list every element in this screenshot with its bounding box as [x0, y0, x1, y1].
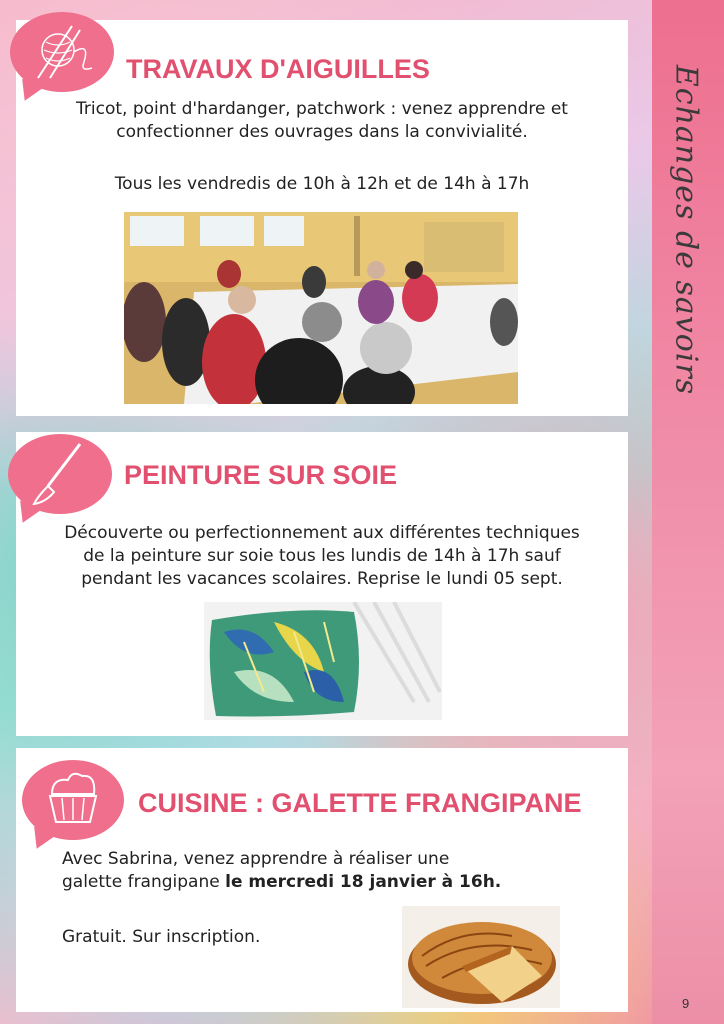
cupcake-icon: [22, 760, 124, 840]
silk-cushion-photo: [204, 602, 442, 720]
galette-photo: [402, 906, 560, 1008]
sidebar-title: Echanges de savoirs: [668, 64, 704, 396]
schedule-text: Tous les vendredis de 10h à 12h et de 14h à 17h: [114, 174, 530, 194]
section-title: CUISINE : GALETTE FRANGIPANE: [138, 788, 582, 818]
section-title: PEINTURE SUR SOIE: [124, 460, 398, 490]
workshop-photo: [124, 212, 518, 404]
description-line: Avec Sabrina, venez apprendre à réaliser une: [62, 849, 450, 869]
section-travaux-aiguilles: [16, 20, 628, 416]
description-line: pendant les vacances scolaires. Reprise le lundi 05 sept.: [81, 569, 563, 589]
description-line: confectionner des ouvrages dans la convivialité.: [116, 122, 528, 142]
section-title: TRAVAUX D'AIGUILLES: [126, 54, 430, 84]
date-highlight: le mercredi 18 janvier à 16h.: [225, 872, 502, 892]
section-description: [16, 98, 628, 144]
section-cuisine: [16, 748, 628, 1012]
description-line: Découverte ou perfectionnement aux différentes techniques: [64, 523, 580, 543]
description-line: Tricot, point d'hardanger, patchwork : venez apprendre et: [76, 99, 568, 119]
section-description: [16, 522, 628, 591]
description-text: galette frangipane: [62, 872, 226, 892]
section-description: [62, 848, 582, 894]
description-line: de la peinture sur soie tous les lundis de 14h à 17h sauf: [83, 546, 561, 566]
registration-note: Gratuit. Sur inscription.: [62, 927, 261, 947]
description-line: [62, 871, 582, 894]
knitting-needles-icon: [10, 12, 114, 92]
section-peinture-soie: [16, 432, 628, 736]
page-number: 9: [682, 996, 690, 1011]
paintbrush-icon: [8, 434, 112, 514]
